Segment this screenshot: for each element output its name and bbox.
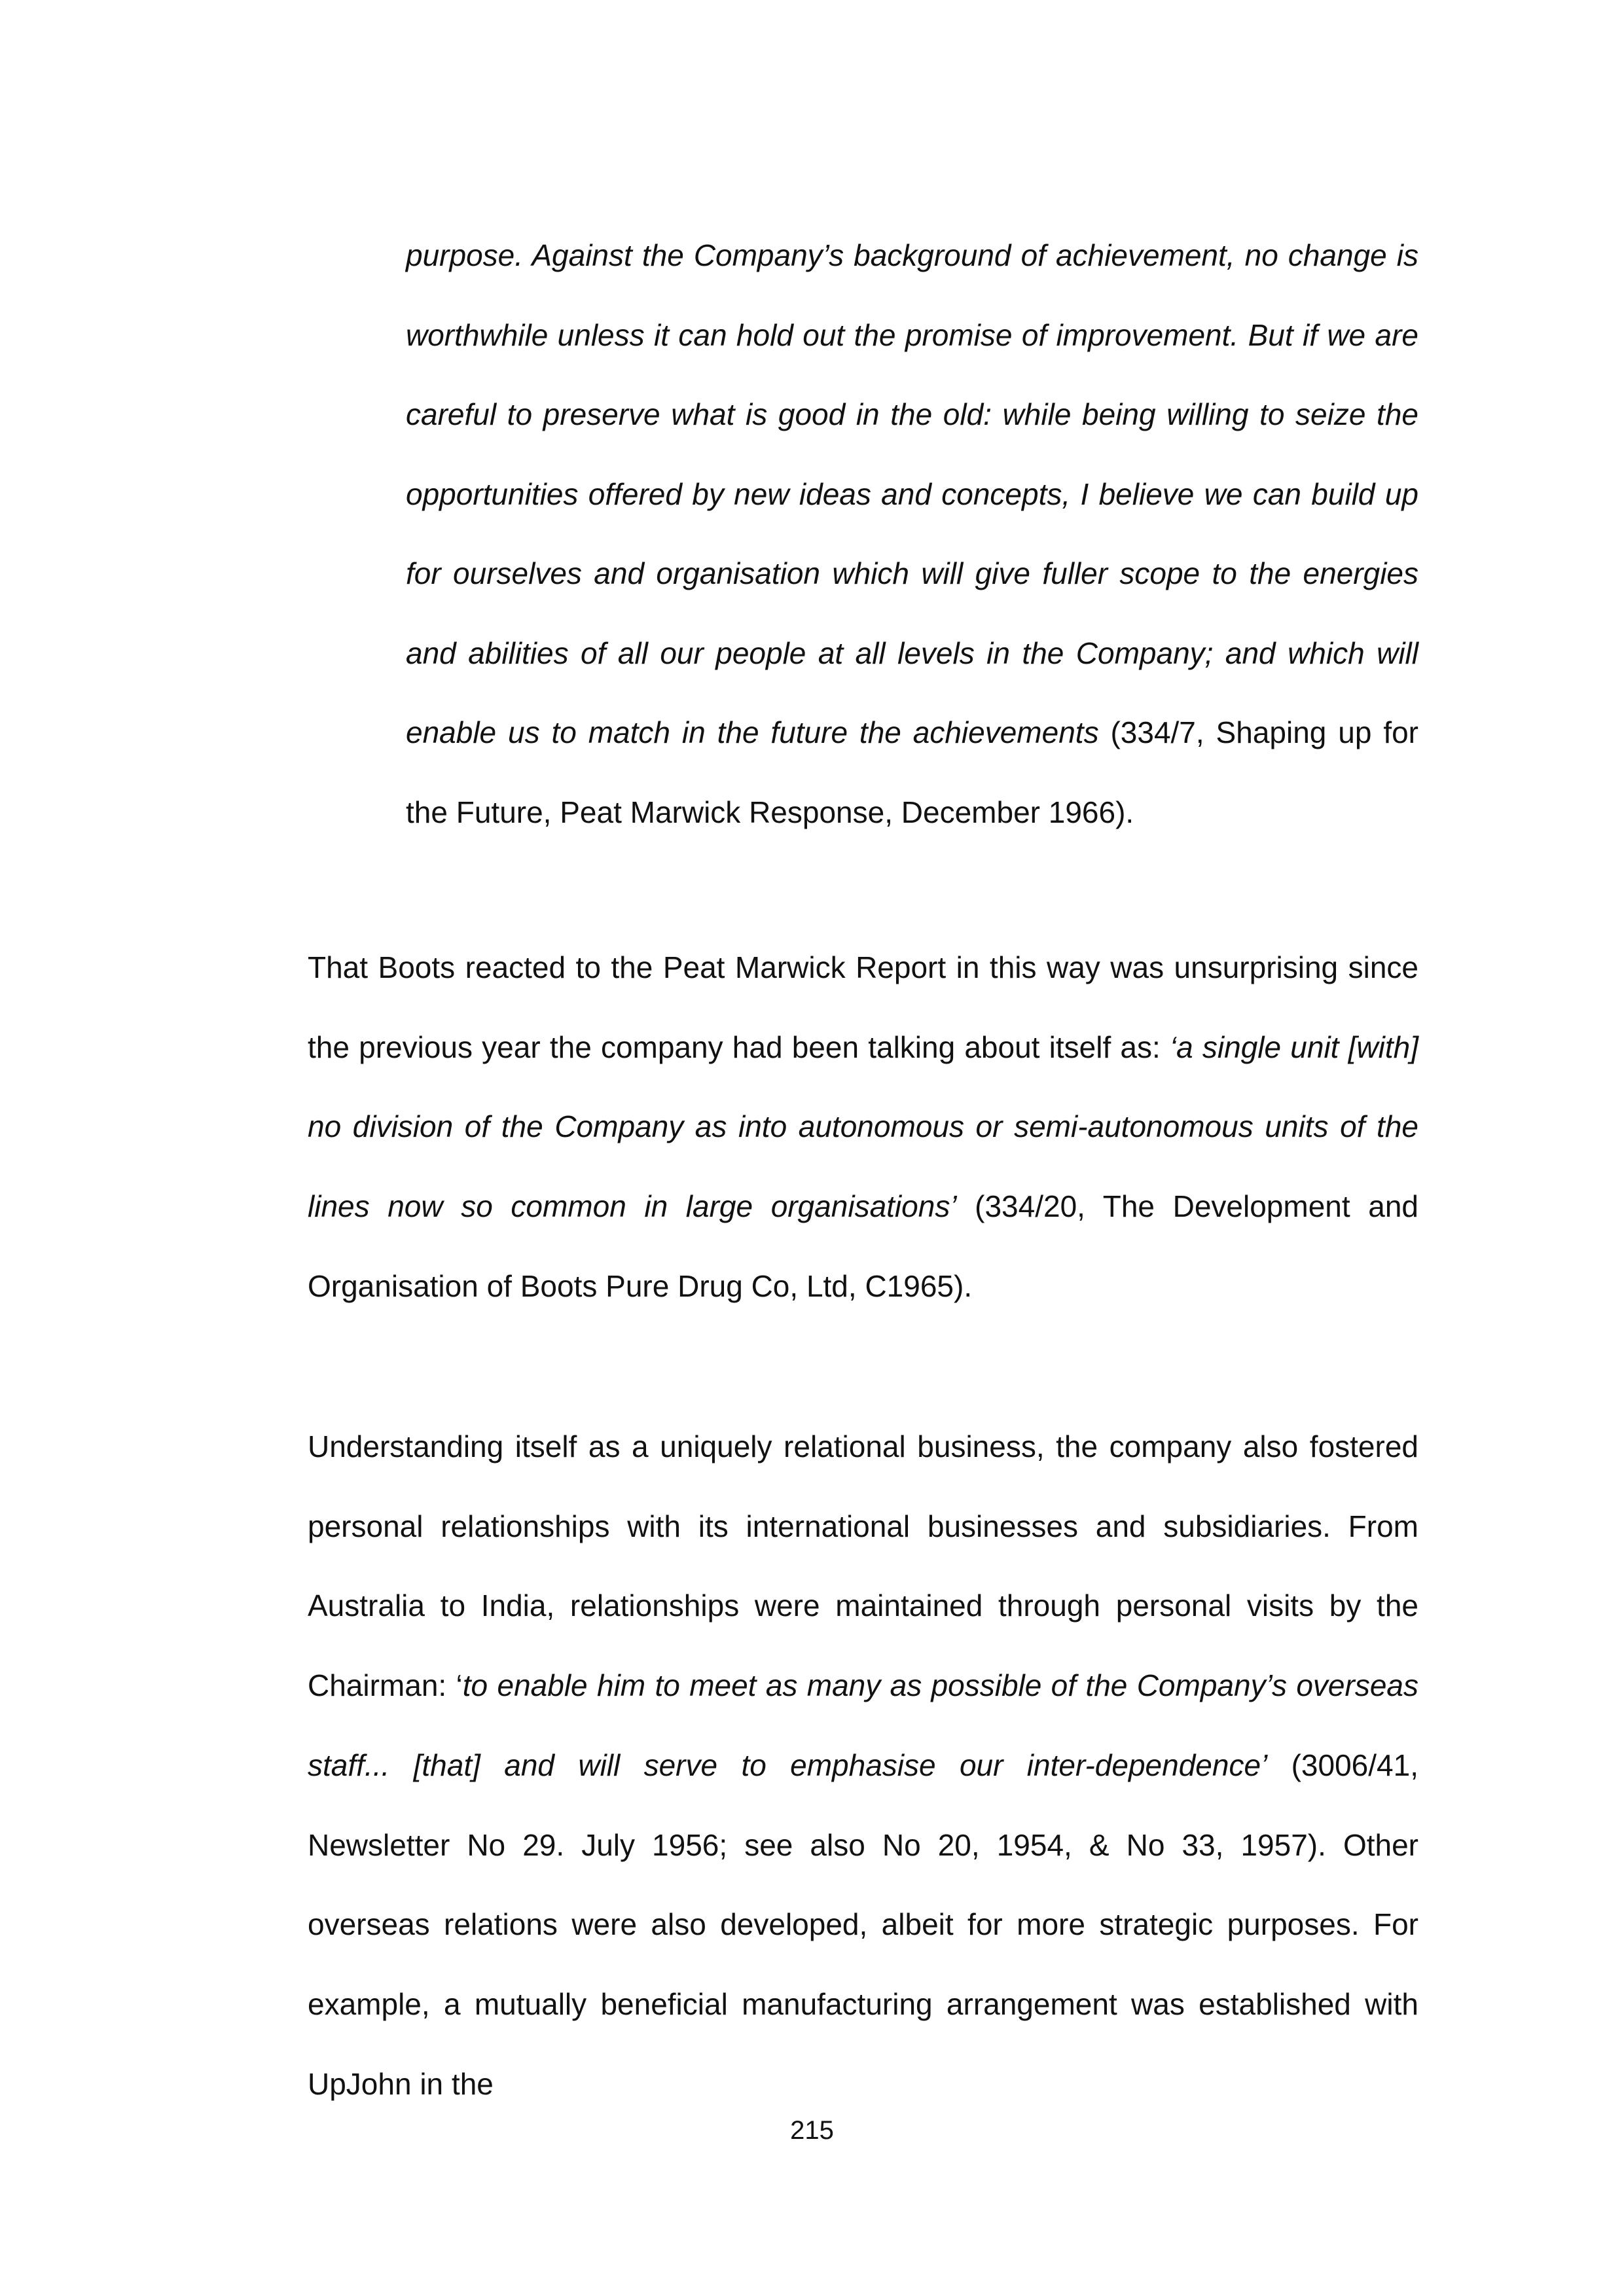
- body-paragraph-2: [308, 1407, 1418, 2124]
- paragraph-2-quote: to enable him to meet as many as possible of the Company’s overseas staff... [that] and will serve to emphasise our inter-dependence’: [308, 1668, 1418, 1782]
- paragraph-1-quote: ‘a single unit [with] no division of the Company as into autonomous or semi-autonomous units of the lines now so common in large organisations’: [308, 1030, 1418, 1224]
- paragraph-2-text-after: (3006/41, Newsletter No 29. July 1956; see also No 20, 1954, & No 33, 1957). Other overseas relations were also developed, albeit for more strategic purposes. For example, a mutually beneficial manufacturing arrangement was established with UpJohn in the: [308, 1748, 1418, 2101]
- paragraph-2-text: Understanding itself as a uniquely relational business, the company also fostered personal relationships with its international businesses and subsidiaries. From Australia to India, relationships were maintained through personal visits by the Chairman: ‘: [308, 1429, 1418, 1703]
- paragraph-1-text: That Boots reacted to the Peat Marwick Report in this way was unsurprising since the previous year the company had been talking about itself as:: [308, 950, 1418, 1064]
- block-quote-citation: (334/7, Shaping up for the Future, Peat Marwick Response, December 1966).: [406, 715, 1418, 829]
- body-paragraph-1: [308, 928, 1418, 1327]
- paragraph-1-citation: (334/20, The Development and Organisation of Boots Pure Drug Co, Ltd, C1965).: [308, 1189, 1418, 1303]
- page-number: 215: [790, 2116, 834, 2145]
- block-quote-italic-text: purpose. Against the Company’s background of achievement, no change is worthwhile unless it can hold out the promise of improvement. But if we are careful to preserve what is good in the old: while being willing to seize the opportunities offered by new ideas and concepts, I believe we can build up for ourselves and organisation which will give fuller scope to the energies and abilities of all our people at all levels in the Company; and which will enable us to match in the future the achievements: [406, 238, 1418, 749]
- block-quote: [406, 216, 1418, 852]
